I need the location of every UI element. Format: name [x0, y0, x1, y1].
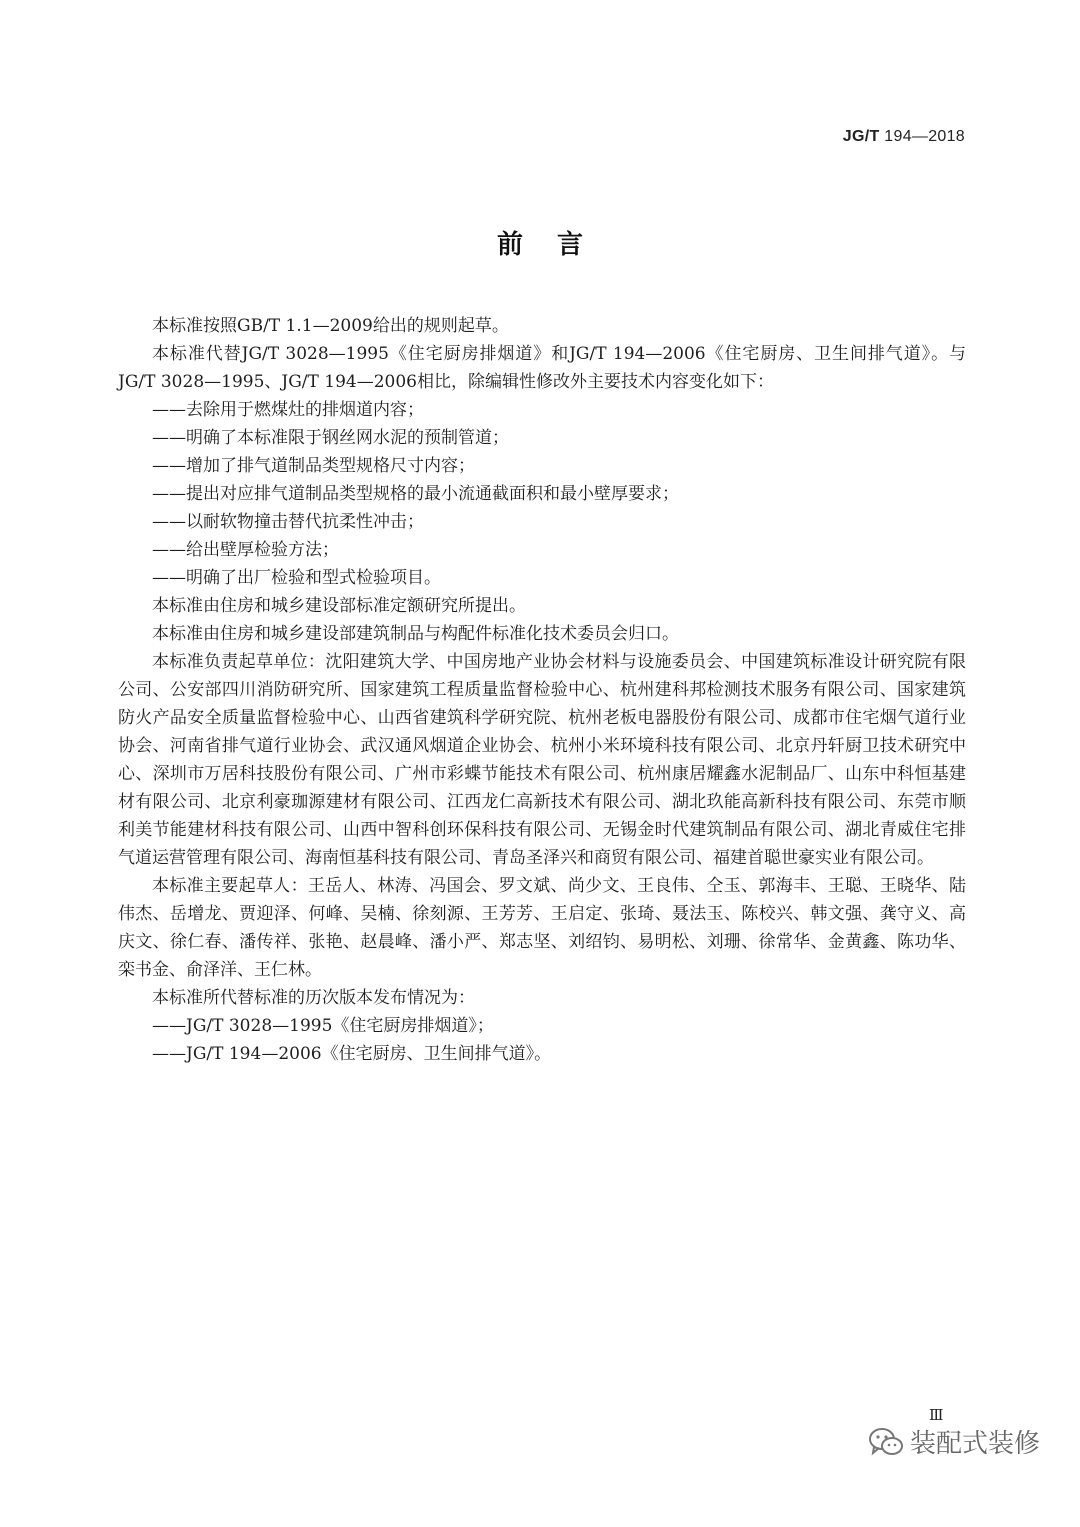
page-number: Ⅲ [929, 1406, 944, 1424]
watermark-text: 装配式装修 [910, 1429, 1041, 1459]
list-item: ——去除用于燃煤灶的排烟道内容； [152, 400, 424, 420]
standard-code [843, 128, 965, 146]
page-title: 前言 [496, 230, 617, 260]
wechat-icon [868, 1427, 904, 1457]
list-item: ——明确了本标准限于钢丝网水泥的预制管道； [152, 428, 509, 448]
paragraph: 本标准所代替标准的历次版本发布情况为： [152, 988, 475, 1008]
list-item: ——JG/T 194—2006《住宅厨房、卫生间排气道》。 [152, 1044, 552, 1064]
paragraph: 本标准由住房和城乡建设部标准定额研究所提出。 [152, 596, 526, 616]
list-item: ——给出壁厚检验方法； [152, 540, 339, 560]
standard-code-prefix: JG/T [842, 128, 880, 145]
list-item: ——以耐软物撞击替代抗柔性冲击； [152, 512, 424, 532]
paragraph: 本标准主要起草人：王岳人、林涛、冯国会、罗文斌、尚少文、王良伟、仝玉、郭海丰、王聪、王晓华、陆伟杰、岳增龙、贾迎泽、何峰、吴楠、徐刻源、王芳芳、王启定、张琦、聂法玉、陈校兴、韩文强、龚守义、高庆文、徐仁春、潘传祥、张艳、赵晨峰、潘小严、郑志坚、刘绍钧、易明松、刘珊、徐常华、金黄鑫、陈功华、栾书金、俞泽洋、王仁林。 [118, 876, 966, 980]
paragraph: 本标准负责起草单位：沈阳建筑大学、中国房地产业协会材料与设施委员会、中国建筑标准设计研究院有限公司、公安部四川消防研究所、国家建筑工程质量监督检验中心、杭州建科邦检测技术服务有限公司、国家建筑防火产品安全质量监督检验中心、山西省建筑科学研究院、杭州老板电器股份有限公司、成都市住宅烟气道行业协会、河南省排气道行业协会、武汉通风烟道企业协会、杭州小米环境科技有限公司、北京丹轩厨卫技术研究中心、深圳市万居科技股份有限公司、广州市彩蝶节能技术有限公司、杭州康居耀鑫水泥制品厂、山东中科恒基建材有限公司、北京利豪珈源建材有限公司、江西龙仁高新技术有限公司、湖北玖能高新科技有限公司、东莞市顺利美节能建材科技有限公司、山西中智科创环保科技有限公司、无锡金时代建筑制品有限公司、湖北青威住宅排气道运营管理有限公司、海南恒基科技有限公司、青岛圣泽兴和商贸有限公司、福建首聪世豪实业有限公司。 [118, 652, 966, 868]
paragraph: 本标准按照GB/T 1.1—2009给出的规则起草。 [152, 316, 509, 336]
foreword-body [118, 312, 966, 1068]
paragraph: 本标准代替JG/T 3028—1995《住宅厨房排烟道》和JG/T 194—2006《住宅厨房、卫生间排气道》。与JG/T 3028—1995、JG/T 194—2006相比，除编辑性修改外主要技术内容变化如下： [118, 344, 966, 392]
paragraph: 本标准由住房和城乡建设部建筑制品与构配件标准化技术委员会归口。 [152, 624, 679, 644]
watermark [868, 1423, 1040, 1460]
list-item: ——明确了出厂检验和型式检验项目。 [152, 568, 441, 588]
standard-code-number: 194—2018 [884, 128, 965, 145]
list-item: ——JG/T 3028—1995《住宅厨房排烟道》； [152, 1016, 494, 1036]
list-item: ——增加了排气道制品类型规格尺寸内容； [152, 456, 475, 476]
list-item: ——提出对应排气道制品类型规格的最小流通截面积和最小壁厚要求； [152, 484, 679, 504]
